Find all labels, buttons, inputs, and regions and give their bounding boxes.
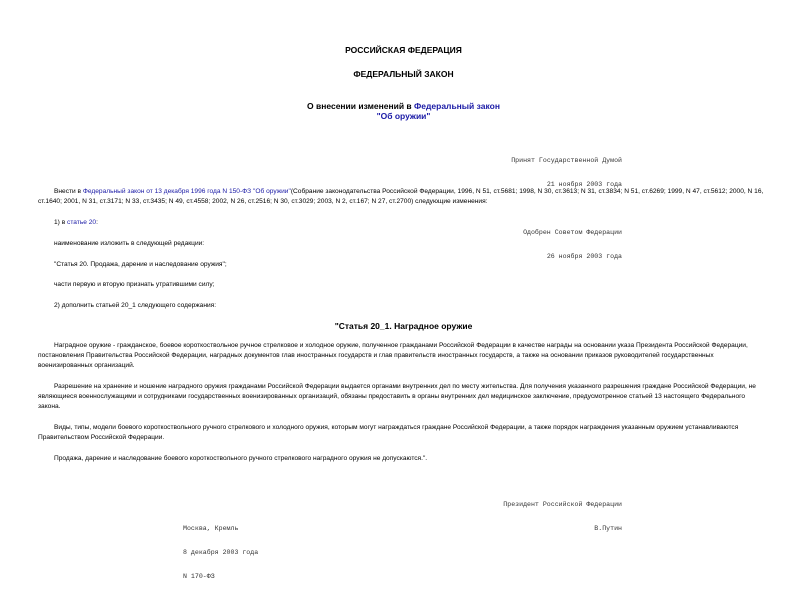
approved-council-date: 26 ноября 2003 года bbox=[546, 253, 622, 260]
item-1-parts: части первую и вторую признать утратившими силу; bbox=[54, 281, 215, 288]
article-paragraph-2: Разрешение на хранение и ношение наградного оружия гражданами Российской Федерации выдается органами внутренних дел по месту жительства. Для получения указанного разрешения граждане Российской Федерации, не являющиеся военнослужащими и сотрудниками государственных военизированных организаций, обязаны предоставить в органы внутренних дел медицинское заключение, предусмотренное статьей 13 настоящего Федерального закона. bbox=[38, 383, 756, 411]
law-title-prefix: О внесении изменений в bbox=[307, 101, 415, 111]
law-title-link[interactable]: Федеральный закон bbox=[414, 101, 500, 111]
signature-block bbox=[503, 485, 622, 541]
item-1 bbox=[54, 218, 98, 228]
law-title-name-link[interactable]: "Об оружии" bbox=[376, 111, 431, 121]
adopted-duma: Принят Государственной Думой bbox=[511, 157, 622, 164]
law-title bbox=[0, 101, 807, 121]
item-1-pre: 1) в bbox=[54, 219, 68, 226]
signature-position: Президент Российской Федерации bbox=[503, 501, 622, 508]
article-heading: "Статья 20_1. Наградное оружие bbox=[334, 321, 473, 331]
article-20-link[interactable]: статье 20 bbox=[67, 219, 97, 226]
item-1-text: наименование изложить в следующей редакции: bbox=[54, 240, 205, 247]
place-block bbox=[183, 509, 258, 589]
item-1-quote: "Статья 20. Продажа, дарение и наследование оружия"; bbox=[54, 261, 227, 268]
intro-law-link[interactable]: Федеральный закон от 13 декабря 1996 года N 150-ФЗ "Об оружии" bbox=[82, 188, 291, 195]
law-number: N 170-ФЗ bbox=[183, 573, 215, 580]
article-paragraph-3: Виды, типы, модели боевого короткоствольного ручного стрелкового и холодного оружия, которым могут награждаться граждане Российской Федерации, а также порядок награждения указанным оружием устанавливаются Правительством Российской Федерации. bbox=[38, 424, 739, 442]
doc-type-heading: ФЕДЕРАЛЬНЫЙ ЗАКОН bbox=[353, 69, 454, 79]
intro-pre: Внести в bbox=[54, 188, 83, 195]
item-2: 2) дополнить статьей 20_1 следующего содержания: bbox=[54, 302, 217, 309]
intro-post: (Собрание законодательства Российской Федерации, 1996, N 51, ст.5681; 1998, N 30, ст.3613; N 31, ст.3834; N 51, ст.6269; 1999, N 47, ст.5612; 2000, N 16, ст.1640; 2001, N 31, ст.3171; N 33, ст.3435; N 49, ст.4558; 2002, N 26, ст.2516; N 30, ст.3029; 2003, N 2, ст.167; N 27, ст.2700) следующие изменения: bbox=[38, 188, 764, 206]
adopted-duma-date: 21 ноября 2003 года bbox=[546, 181, 622, 188]
country-heading: РОССИЙСКАЯ ФЕДЕРАЦИЯ bbox=[345, 45, 462, 55]
signature-name: В.Путин bbox=[594, 525, 622, 532]
place-date: 8 декабря 2003 года bbox=[183, 549, 259, 556]
intro-paragraph bbox=[38, 187, 768, 207]
item-1-post: : bbox=[96, 219, 98, 226]
place-city: Москва, Кремль bbox=[183, 525, 239, 532]
approved-council: Одобрен Советом Федерации bbox=[523, 229, 622, 236]
article-paragraph-4: Продажа, дарение и наследование боевого короткоствольного ручного стрелкового наградного оружия не допускаются.". bbox=[54, 455, 428, 462]
article-paragraph-1: Наградное оружие - гражданское, боевое короткоствольное ручное стрелковое и холодное оружие, полученное гражданами Российской Федерации в качестве награды на основании указа Президента Российской Федерации, постановления Правительства Российской Федерации, наградных документов глав иностранных государств и глав правительств иностранных государств, а также на основании приказов руководителей государственных военизированных организаций. bbox=[38, 342, 748, 370]
